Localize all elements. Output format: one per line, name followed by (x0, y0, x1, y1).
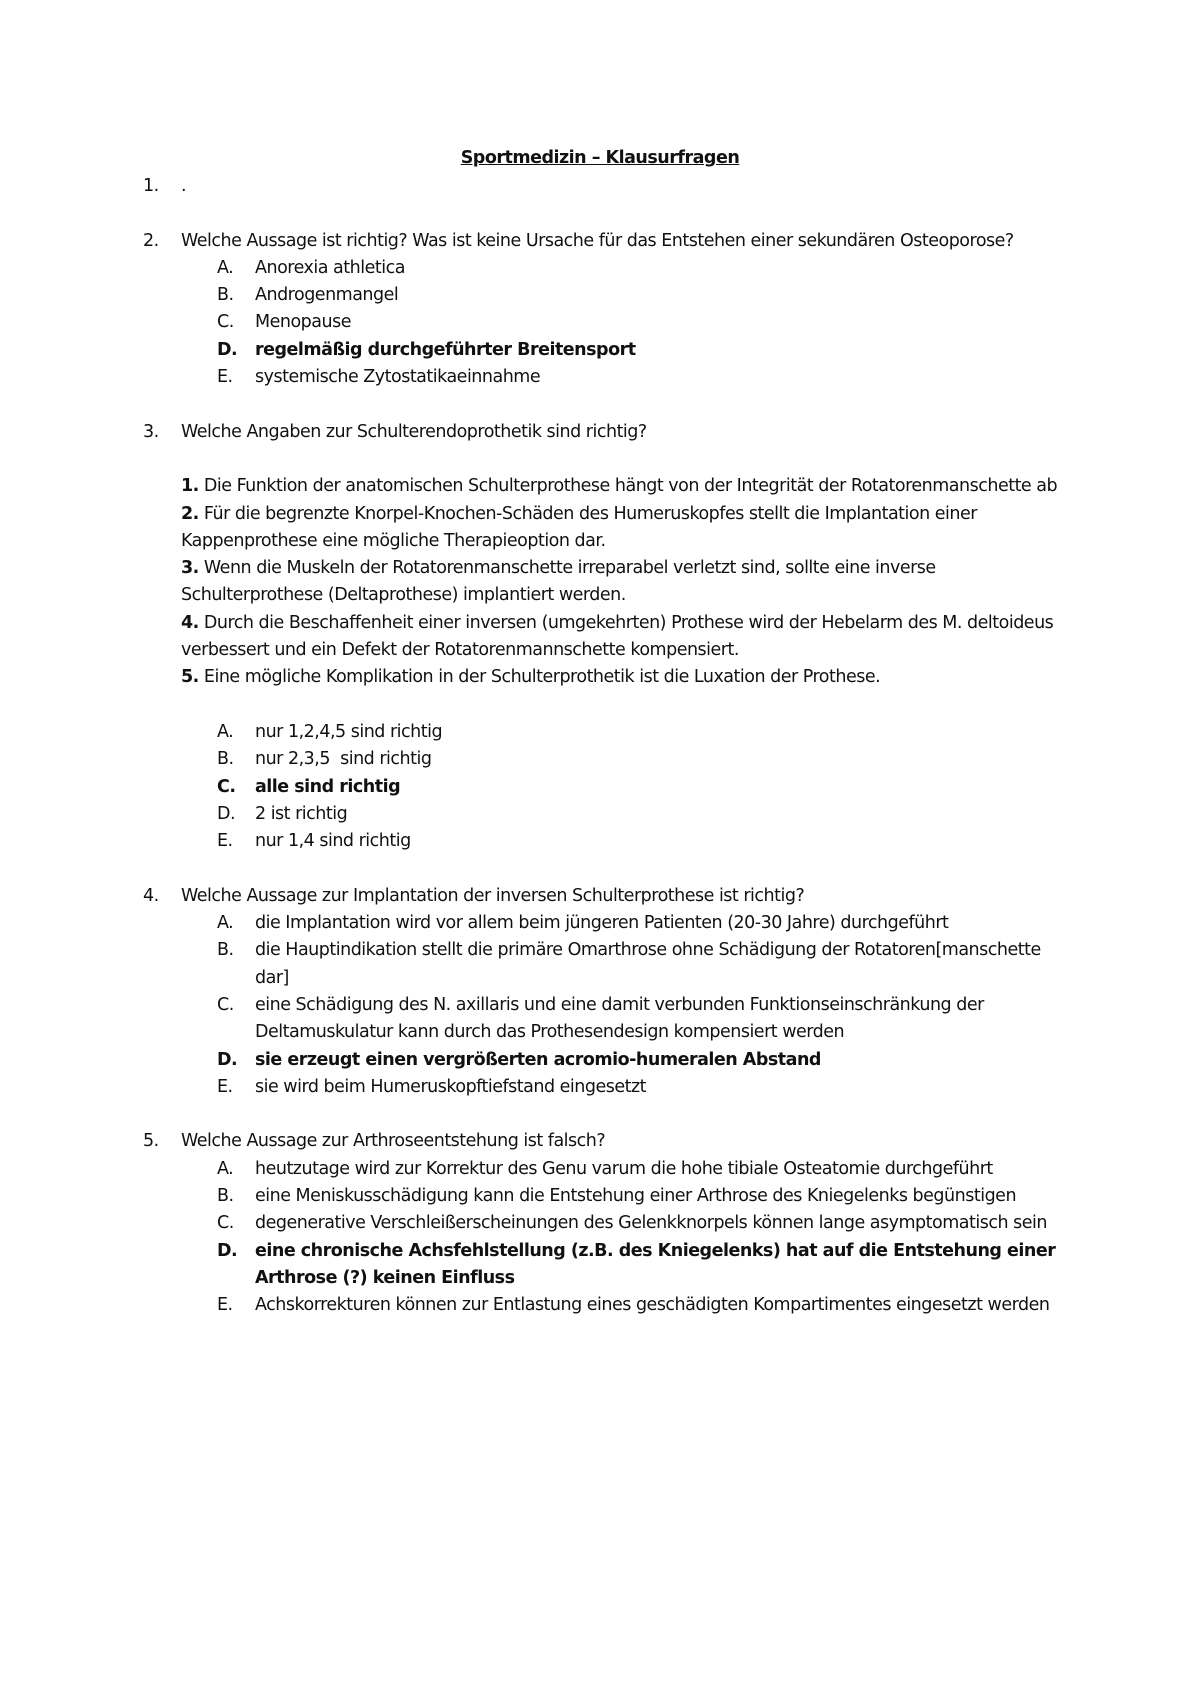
option-letter: B. (217, 749, 234, 770)
question-1 (0, 173, 1061, 200)
option-letter: D. (217, 1240, 238, 1261)
answer-options (0, 255, 1200, 391)
answer-option-a (0, 910, 1065, 937)
option-letter: A. (217, 1158, 234, 1179)
option-letter: C. (217, 994, 234, 1015)
statement-text: Wenn die Muskeln der Rotatorenmanschette irreparabel verletzt sind, sollte eine inverse Schulterprothese (Deltaprothese) implantiert werden. (181, 558, 936, 606)
question-number: 3. (143, 421, 159, 442)
option-letter: C. (217, 312, 234, 333)
answer-option-b (0, 282, 1065, 309)
option-text: die Hauptindikation stellt die primäre Omarthrose ohne Schädigung der Rotatoren[manschette dar] (255, 940, 1041, 988)
statement-text: Für die begrenzte Knorpel-Knochen-Schäden des Humeruskopfes stellt die Implantation einer Kappenprothese eine mögliche Therapieoption dar. (181, 503, 977, 551)
option-letter: D. (217, 1049, 238, 1070)
answer-option-c (0, 309, 1065, 336)
option-letter: A. (217, 257, 234, 278)
question-5 (0, 1128, 1061, 1155)
option-text: eine Meniskusschädigung kann die Entstehung einer Arthrose des Kniegelenks begünstigen (255, 1185, 1017, 1206)
statement-text: Eine mögliche Komplikation in der Schulterprothetik ist die Luxation der Prothese. (203, 667, 881, 688)
question-3 (0, 419, 1061, 446)
option-text: eine Schädigung des N. axillaris und eine damit verbunden Funktionseinschränkung der Deltamuskulatur kann durch das Prothesendesign kompensiert werden (255, 994, 984, 1043)
question-number: 2. (143, 230, 159, 251)
question-number: 4. (143, 885, 159, 906)
answer-option-e (0, 828, 1065, 855)
document-title: Sportmedizin – Klausurfragen (460, 148, 740, 168)
answer-options (0, 719, 1200, 855)
option-text: systemische Zytostatikaeinnahme (255, 367, 541, 388)
answer-option-b (0, 746, 1065, 773)
option-text: Anorexia athletica (255, 257, 405, 278)
option-letter: B. (217, 940, 234, 961)
question-4 (0, 883, 1061, 910)
statement-2 (0, 501, 1061, 556)
answer-options (0, 910, 1200, 1101)
statement-number: 2. (181, 503, 199, 524)
option-text: Menopause (255, 312, 351, 333)
option-text: sie erzeugt einen vergrößerten acromio-humeralen Abstand (255, 1049, 821, 1070)
question-list (0, 173, 1200, 1319)
answer-option-e (0, 364, 1065, 391)
answer-option-c (0, 992, 1065, 1047)
answer-option-d-correct (0, 1238, 1065, 1293)
answer-option-b (0, 937, 1065, 992)
option-text: eine chronische Achsfehlstellung (z.B. des Kniegelenks) hat auf die Entstehung einer Arthrose (?) keinen Einfluss (255, 1240, 1056, 1288)
question-text: Welche Aussage zur Implantation der inversen Schulterprothese ist richtig? (181, 885, 805, 906)
answer-option-a (0, 255, 1065, 282)
answer-options (0, 1156, 1200, 1320)
option-letter: E. (217, 1076, 233, 1097)
answer-option-a (0, 719, 1065, 746)
answer-option-d-correct (0, 337, 1065, 364)
option-letter: D. (217, 803, 236, 824)
option-letter: B. (217, 1185, 234, 1206)
option-letter: E. (217, 831, 233, 852)
answer-option-b (0, 1183, 1065, 1210)
answer-option-c (0, 1210, 1065, 1237)
answer-option-d-correct (0, 1047, 1065, 1074)
option-text: Achskorrekturen können zur Entlastung eines geschädigten Kompartimentes eingesetzt werden (255, 1295, 1050, 1316)
option-text: alle sind richtig (255, 776, 401, 797)
statement-1 (0, 473, 1061, 500)
option-text: heutzutage wird zur Korrektur des Genu varum die hohe tibiale Osteatomie durchgeführt (255, 1158, 993, 1179)
statement-number: 1. (181, 476, 199, 497)
option-letter: E. (217, 367, 233, 388)
statement-5 (0, 664, 1061, 691)
option-text: sie wird beim Humeruskopftiefstand eingesetzt (255, 1076, 647, 1097)
question-text: Welche Angaben zur Schulterendoprothetik sind richtig? (181, 421, 647, 442)
option-letter: A. (217, 721, 234, 742)
option-text: nur 2,3,5 sind richtig (255, 749, 432, 770)
statement-number: 4. (181, 612, 199, 633)
answer-option-a (0, 1156, 1065, 1183)
answer-option-c-correct (0, 774, 1065, 801)
statement-number: 3. (181, 558, 199, 579)
option-text: nur 1,4 sind richtig (255, 831, 411, 852)
option-text: Androgenmangel (255, 285, 399, 306)
answer-option-e (0, 1292, 1065, 1319)
question-text: . (181, 176, 187, 196)
option-text: die Implantation wird vor allem beim jüngeren Patienten (20-30 Jahre) durchgeführt (255, 913, 949, 934)
statement-list (0, 473, 1200, 691)
option-letter: D. (217, 339, 238, 360)
option-letter: C. (217, 1213, 234, 1234)
question-text: Welche Aussage zur Arthroseentstehung ist falsch? (181, 1131, 606, 1152)
statement-text: Die Funktion der anatomischen Schulterprothese hängt von der Integrität der Rotatorenmanschette ab (203, 476, 1058, 497)
question-number: 5. (143, 1131, 159, 1152)
question-2 (0, 228, 1061, 255)
option-letter: B. (217, 285, 234, 306)
answer-option-e (0, 1074, 1065, 1101)
option-text: degenerative Verschleißerscheinungen des Gelenkknorpels können lange asymptomatisch sein (255, 1213, 1047, 1234)
statement-text: Durch die Beschaffenheit einer inversen (umgekehrten) Prothese wird der Hebelarm des M. deltoideus verbessert und ein Defekt der Rotatorenmannschette kompensiert. (181, 612, 1054, 661)
option-text: nur 1,2,4,5 sind richtig (255, 721, 443, 742)
statement-4 (0, 610, 1061, 665)
option-letter: A. (217, 913, 234, 934)
option-text: regelmäßig durchgeführter Breitensport (255, 339, 636, 360)
statement-number: 5. (181, 667, 199, 688)
question-text: Welche Aussage ist richtig? Was ist keine Ursache für das Entstehen einer sekundären Osteoporose? (181, 230, 1014, 251)
statement-3 (0, 555, 1061, 610)
question-number: 1. (143, 176, 159, 196)
option-letter: C. (217, 776, 236, 797)
option-text: 2 ist richtig (255, 803, 348, 824)
option-letter: E. (217, 1295, 233, 1316)
answer-option-d (0, 801, 1065, 828)
